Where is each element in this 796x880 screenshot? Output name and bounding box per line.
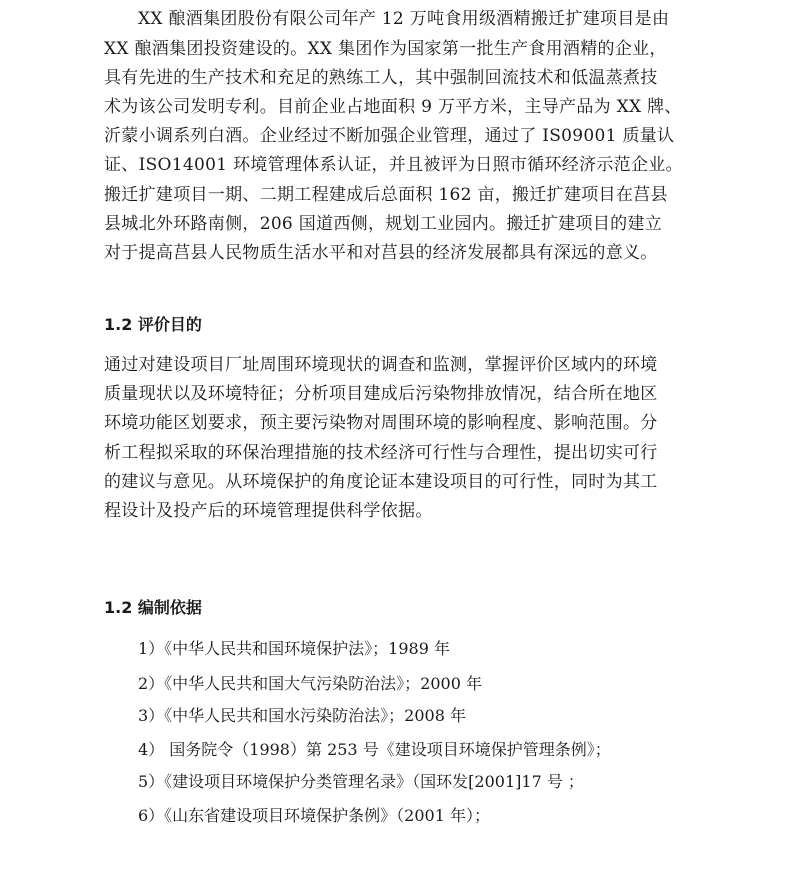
paragraph-line: 的建议与意见。从环境保护的角度论证本建设项目的可行性，同时为其工 (104, 472, 658, 492)
section-heading-evaluation-purpose: 1.2 评价目的 (104, 315, 202, 334)
paragraph-line: 环境功能区划要求，预主要污染物对周围环境的影响程度、影响范围。分 (104, 413, 658, 433)
section-heading-compilation-basis: 1.2 编制依据 (104, 598, 202, 617)
list-item: 3）《中华人民共和国水污染防治法》；2008 年 (138, 706, 466, 725)
paragraph-line: 质量现状以及环境特征；分析项目建成后污染物排放情况，结合所在地区 (104, 384, 658, 404)
list-item: 1）《中华人民共和国环境保护法》；1989 年 (138, 639, 450, 658)
paragraph-line: 县城北外环路南侧，206 国道西侧，规划工业园内。搬迁扩建项目的建立 (104, 214, 663, 234)
list-item: 4） 国务院令（1998）第 253 号《建设项目环境保护管理条例》； (138, 740, 611, 759)
paragraph-line: 具有先进的生产技术和充足的熟练工人，其中强制回流技术和低温蒸煮技 (104, 68, 658, 88)
paragraph-line: 沂蒙小调系列白酒。企业经过不断加强企业管理，通过了 IS09001 质量认 (104, 126, 675, 146)
paragraph-line: 对于提高莒县人民物质生活水平和对莒县的经济发展都具有深远的意义。 (104, 243, 658, 263)
paragraph-line: 通过对建设项目厂址周围环境现状的调查和监测，掌握评价区域内的环境 (104, 355, 658, 375)
list-item: 6）《山东省建设项目环境保护条例》（2001 年）； (138, 806, 490, 825)
list-item: 5）《建设项目环境保护分类管理名录》（国环发[2001]17 号 ； (138, 772, 584, 791)
paragraph-line: 搬迁扩建项目一期、二期工程建成后总面积 162 亩，搬迁扩建项目在莒县 (104, 185, 668, 205)
paragraph-line: 析工程拟采取的环保治理措施的技术经济可行性与合理性，提出切实可行 (104, 443, 658, 463)
paragraph-line: 术为该公司发明专利。目前企业占地面积 9 万平方米，主导产品为 XX 牌、 (104, 97, 682, 117)
paragraph-line: XX 酿酒集团投资建设的。XX 集团作为国家第一批生产食用酒精的企业， (104, 39, 667, 59)
paragraph-line: XX 酿酒集团股份有限公司年产 12 万吨食用级酒精搬迁扩建项目是由 (138, 9, 670, 29)
paragraph-line: 程设计及投产后的环境管理提供科学依据。 (104, 501, 433, 521)
paragraph-line: 证、ISO14001 环境管理体系认证，并且被评为日照市循环经济示范企业。 (104, 155, 683, 175)
list-item: 2）《中华人民共和国大气污染防治法》；2000 年 (138, 674, 482, 693)
